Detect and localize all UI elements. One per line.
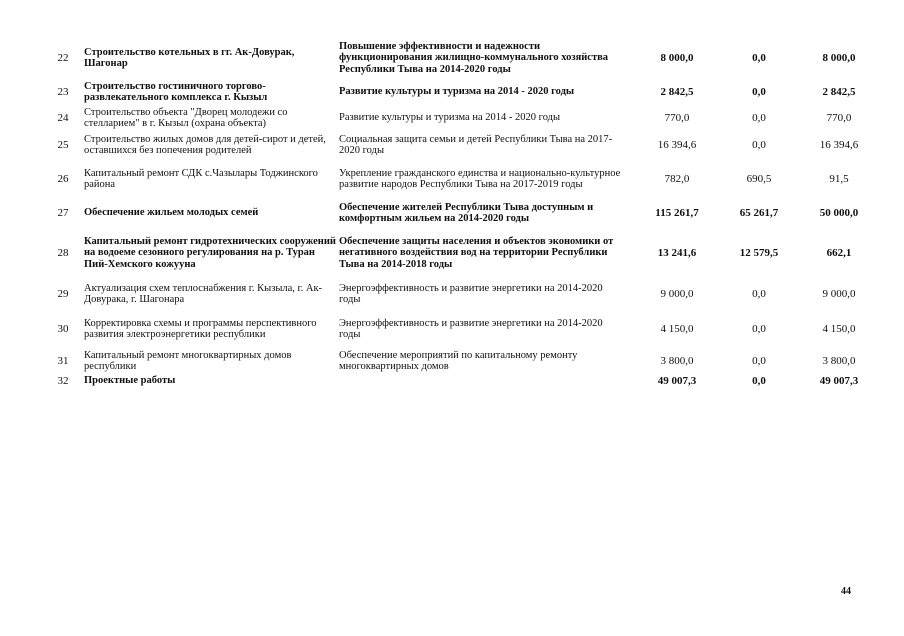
table-row: [0, 199, 904, 227]
program-name: [339, 280, 624, 308]
row-number: [52, 80, 74, 104]
project-name-text: Строительство котельных в гг. Ак-Довурак, Шагонар: [84, 46, 295, 69]
project-name-text: Строительство объекта "Дворец молодежи со стелларием" в г. Кызыл (охрана объекта): [84, 106, 288, 129]
table-row: [0, 160, 904, 198]
amount-total: [638, 349, 716, 373]
amount-total: [638, 310, 716, 348]
amount-column-3: [800, 349, 878, 373]
project-name: [84, 160, 336, 198]
project-name: [84, 106, 336, 130]
project-name: [84, 280, 336, 308]
amount-column-3-text: 4 150,0: [822, 323, 856, 335]
row-number-text: 26: [57, 173, 69, 185]
amount-column-2: [722, 228, 796, 278]
table-row: [0, 310, 904, 348]
row-number-text: 23: [57, 86, 69, 98]
project-name-text: Строительство жилых домов для детей-сирот и детей, оставшихся без попечения родителей: [84, 133, 326, 156]
program-name: [339, 106, 624, 130]
project-name-text: Проектные работы: [84, 375, 176, 387]
project-name: [84, 228, 336, 278]
amount-column-3: [800, 199, 878, 227]
amount-total-text: 115 261,7: [655, 207, 699, 219]
table-row: [0, 228, 904, 278]
amount-column-3-text: 49 007,3: [819, 375, 859, 387]
project-name-text: Капитальный ремонт многоквартирных домов республики: [84, 349, 292, 372]
amount-total-text: 16 394,6: [657, 139, 697, 151]
amount-total-text: 9 000,0: [660, 288, 694, 300]
amount-total-text: 8 000,0: [660, 52, 694, 64]
amount-column-3-text: 770,0: [826, 112, 852, 124]
row-number-text: 28: [57, 247, 69, 259]
amount-column-3: [800, 228, 878, 278]
amount-total-text: 13 241,6: [657, 247, 697, 259]
row-number: [52, 160, 74, 198]
project-name-text: Капитальный ремонт гидротехнических сооружений на водоеме сезонного регулирования на р. Туран Пий-Хемского кожууна: [84, 235, 336, 270]
row-number: [52, 280, 74, 308]
amount-total: [638, 228, 716, 278]
amount-column-3-text: 8 000,0: [822, 52, 856, 64]
amount-column-2: [722, 310, 796, 348]
amount-column-2: [722, 374, 796, 388]
project-name: [84, 199, 336, 227]
project-name: [84, 374, 336, 388]
amount-column-3-text: 50 000,0: [819, 207, 859, 219]
row-number-text: 22: [57, 52, 69, 64]
program-name-text: Развитие культуры и туризма на 2014 - 2020 годы: [339, 112, 561, 124]
row-number: [52, 349, 74, 373]
amount-total-text: 4 150,0: [660, 323, 694, 335]
amount-column-3: [800, 310, 878, 348]
amount-total: [638, 131, 716, 159]
program-name: [339, 374, 624, 388]
amount-column-2-text: 0,0: [752, 355, 766, 367]
page-number: 44: [841, 586, 851, 597]
table-row: [0, 131, 904, 159]
amount-column-2-text: 0,0: [752, 139, 766, 151]
amount-column-2: [722, 38, 796, 78]
amount-column-2: [722, 199, 796, 227]
amount-column-2-text: 65 261,7: [739, 207, 779, 219]
row-number: [52, 199, 74, 227]
row-number: [52, 106, 74, 130]
row-number: [52, 310, 74, 348]
amount-column-2-text: 12 579,5: [739, 247, 779, 259]
amount-total-text: 770,0: [664, 112, 690, 124]
row-number-text: 25: [57, 139, 69, 151]
program-name: [339, 80, 624, 104]
amount-column-2: [722, 160, 796, 198]
table-row: [0, 106, 904, 130]
program-name: [339, 349, 624, 373]
amount-total: [638, 38, 716, 78]
row-number: [52, 228, 74, 278]
amount-column-2-text: 0,0: [752, 288, 766, 300]
amount-total-text: 49 007,3: [657, 375, 697, 387]
amount-column-2: [722, 80, 796, 104]
amount-total: [638, 199, 716, 227]
table-row: [0, 38, 904, 78]
amount-column-3-text: 662,1: [826, 247, 852, 259]
table-row: [0, 374, 904, 388]
amount-column-3: [800, 131, 878, 159]
project-name-text: Капитальный ремонт СДК с.Чазылары Тоджинского района: [84, 167, 318, 190]
amount-column-2-text: 0,0: [752, 323, 766, 335]
amount-total: [638, 80, 716, 104]
amount-column-3-text: 91,5: [829, 173, 849, 185]
program-name-text: Обеспечение мероприятий по капитальному ремонту многоквартирных домов: [339, 349, 578, 372]
amount-column-2: [722, 280, 796, 308]
amount-total-text: 782,0: [664, 173, 690, 185]
table-row: [0, 349, 904, 373]
row-number-text: 31: [57, 355, 69, 367]
amount-column-2: [722, 106, 796, 130]
amount-column-3: [800, 374, 878, 388]
project-name-text: Строительство гостиничного торгово-развлекательного комплекса г. Кызыл: [84, 80, 268, 103]
project-name-text: Корректировка схемы и программы перспективного развития электроэнергетики республики: [84, 317, 317, 340]
amount-total: [638, 280, 716, 308]
amount-column-3: [800, 280, 878, 308]
program-name-text: Развитие культуры и туризма на 2014 - 2020 годы: [339, 86, 575, 98]
program-name: [339, 310, 624, 348]
amount-column-2-text: 0,0: [752, 52, 766, 64]
row-number: [52, 131, 74, 159]
program-name-text: Обеспечение жителей Республики Тыва доступным и комфортным жильем на 2014-2020 годы: [339, 201, 594, 224]
amount-total: [638, 160, 716, 198]
amount-column-3-text: 16 394,6: [819, 139, 859, 151]
amount-column-3-text: 9 000,0: [822, 288, 856, 300]
project-name: [84, 131, 336, 159]
amount-column-3-text: 3 800,0: [822, 355, 856, 367]
amount-total-text: 2 842,5: [660, 86, 694, 98]
program-name: [339, 199, 624, 227]
amount-total-text: 3 800,0: [660, 355, 694, 367]
program-name: [339, 131, 624, 159]
amount-column-2-text: 0,0: [752, 86, 766, 98]
program-name-text: Укрепление гражданского единства и национально-культурное развитие народов Республики Тыва на 2017-2019 годы: [339, 167, 621, 190]
row-number-text: 27: [57, 207, 69, 219]
project-name: [84, 38, 336, 78]
project-name-text: Обеспечение жильем молодых семей: [84, 207, 259, 219]
project-name: [84, 80, 336, 104]
program-name-text: Обеспечение защиты населения и объектов экономики от негативного воздействия вод на территории Республики Тыва на 2014-2018 годы: [339, 235, 614, 270]
program-name: [339, 38, 624, 78]
amount-column-3: [800, 38, 878, 78]
amount-column-3: [800, 106, 878, 130]
amount-column-2: [722, 131, 796, 159]
row-number-text: 29: [57, 288, 69, 300]
amount-total: [638, 374, 716, 388]
program-name-text: Энергоэффективность и развитие энергетики на 2014-2020 годы: [339, 282, 603, 305]
program-name-text: Повышение эффективности и надежности функционирования жилищно-коммунального хозяйства Республики Тыва на 2014-2020 годы: [339, 40, 609, 75]
row-number: [52, 38, 74, 78]
row-number: [52, 374, 74, 388]
row-number-text: 24: [57, 112, 69, 124]
amount-column-2-text: 0,0: [752, 112, 766, 124]
amount-column-3: [800, 160, 878, 198]
row-number-text: 30: [57, 323, 69, 335]
amount-column-2-text: 690,5: [746, 173, 772, 185]
program-name-text: Энергоэффективность и развитие энергетики на 2014-2020 годы: [339, 317, 603, 340]
table-row: [0, 80, 904, 104]
amount-column-3-text: 2 842,5: [822, 86, 856, 98]
program-name-text: Социальная защита семьи и детей Республики Тыва на 2017-2020 годы: [339, 133, 613, 156]
project-name: [84, 349, 336, 373]
amount-column-3: [800, 80, 878, 104]
amount-column-2-text: 0,0: [752, 375, 766, 387]
row-number-text: 32: [57, 375, 69, 387]
project-name-text: Актуализация схем теплоснабжения г. Кызыла, г. Ак-Довурака, г. Шагонара: [84, 282, 323, 305]
amount-total: [638, 106, 716, 130]
amount-column-2: [722, 349, 796, 373]
table-row: [0, 280, 904, 308]
program-name: [339, 160, 624, 198]
program-name: [339, 228, 624, 278]
project-name: [84, 310, 336, 348]
